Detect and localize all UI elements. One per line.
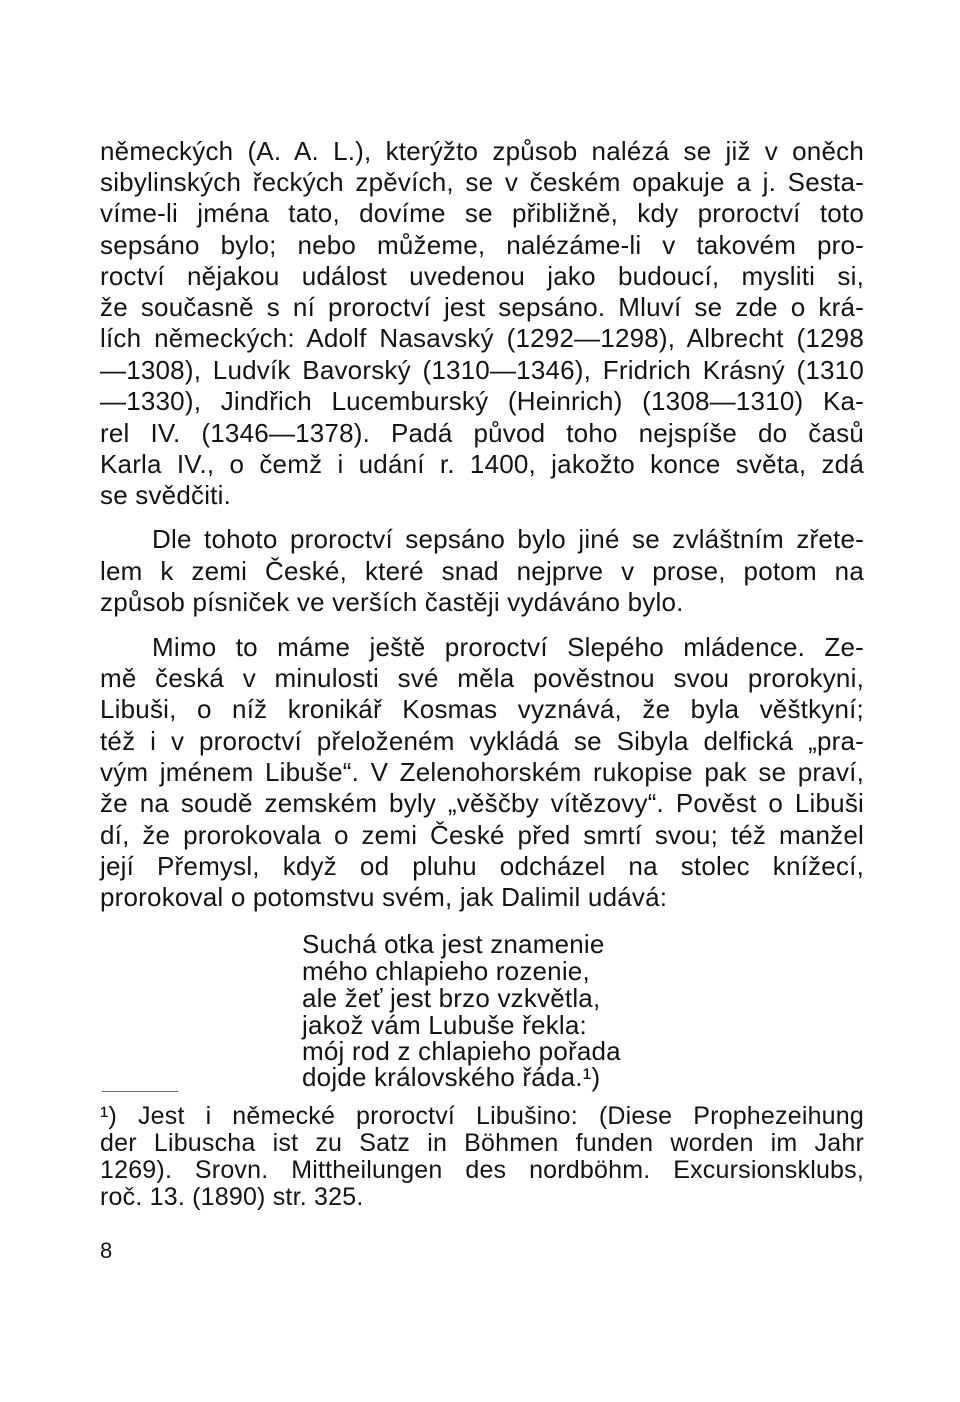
text-line: Mimo to máme ještě proroctví Slepého mládence. Ze- bbox=[152, 632, 864, 662]
verse-line: mój rod z chlapieho pořada bbox=[302, 1036, 621, 1066]
text-line: —1308), Ludvík Bavorský (1310—1346), Fridrich Krásný (1310 bbox=[100, 355, 864, 385]
text-line: Libuši, o níž kronikář Kosmas vyznává, že byla věštkyní; bbox=[100, 694, 864, 724]
text-line: —1330), Jindřich Lucemburský (Heinrich) (1308—1310) Ka- bbox=[100, 386, 864, 416]
text-line: její Přemysl, když od pluhu odcházel na stolec knížecí, bbox=[100, 851, 864, 881]
page-number: 8 bbox=[100, 1238, 113, 1263]
footnote-line: der Libuscha ist zu Satz in Böhmen funden worden im Jahr bbox=[100, 1129, 864, 1157]
text-line: se svědčiti. bbox=[100, 480, 232, 510]
text-line: Dle tohoto proroctví sepsáno bylo jiné se zvláštním zřete- bbox=[152, 524, 864, 554]
text-line: sibylinských řeckých zpěvích, se v českém opakuje a j. Sesta- bbox=[100, 167, 864, 197]
text-line: též i v proroctví přeloženém vykládá se Sibyla delfická „pra- bbox=[100, 726, 864, 756]
text-line: sepsáno bylo; nebo můžeme, nalézáme-li v takovém pro- bbox=[100, 230, 864, 260]
text-line: německých (A. A. L.), kterýžto způsob nalézá se již v oněch bbox=[100, 136, 864, 166]
text-line: dí, že prorokovala o zemi České před smrtí svou; též manžel bbox=[100, 820, 864, 850]
footnote-line: ¹) Jest i německé proroctví Libušino: (Diese Prophezeihung bbox=[100, 1102, 864, 1130]
footnote-line: roč. 13. (1890) str. 325. bbox=[100, 1183, 364, 1211]
verse-line: mého chlapieho rozenie, bbox=[302, 956, 590, 986]
text-line: vým jménem Libuše“. V Zelenohorském rukopise pak se praví, bbox=[100, 757, 864, 787]
text-line: rel IV. (1346—1378). Padá původ toho nejspíše do časů bbox=[100, 418, 864, 448]
text-line: lích německých: Adolf Nasavský (1292—1298), Albrecht (1298 bbox=[100, 323, 864, 353]
text-line: roctví nějakou událost uvedenou jako budoucí, mysliti si, bbox=[100, 261, 864, 291]
text-line: že současně s ní proroctví jest sepsáno. Mluví se zde o krá- bbox=[100, 292, 864, 322]
text-line: prorokoval o potomstvu svém, jak Dalimil udává: bbox=[100, 882, 668, 912]
text-line: způsob písniček ve verších častěji vydáváno bylo. bbox=[100, 587, 684, 617]
footnote-rule bbox=[102, 1091, 178, 1092]
verse-line: ale žeť jest brzo vzkvětla, bbox=[302, 983, 601, 1013]
text-line: víme-li jména tato, dovíme se přibližně, kdy proroctví toto bbox=[100, 198, 864, 228]
text-line: mě česká v minulosti své měla pověstnou svou prorokyni, bbox=[100, 663, 864, 693]
verse-line: Suchá otka jest znamenie bbox=[302, 929, 605, 959]
footnote-line: 1269). Srovn. Mittheilungen des nordböhm. Excursionsklubs, bbox=[100, 1156, 864, 1184]
verse-line: dojde královského řáda.¹) bbox=[302, 1062, 601, 1092]
text-line: lem k zemi České, které snad nejprve v prose, potom na bbox=[100, 556, 864, 586]
verse-line: jakož vám Lubuše řekla: bbox=[302, 1010, 587, 1040]
text-line: Karla IV., o čemž i udání r. 1400, jakožto konce světa, zdá bbox=[100, 449, 864, 479]
text-line: že na soudě zemském byly „věščby vítězovy“. Pověst o Libuši bbox=[100, 788, 864, 818]
